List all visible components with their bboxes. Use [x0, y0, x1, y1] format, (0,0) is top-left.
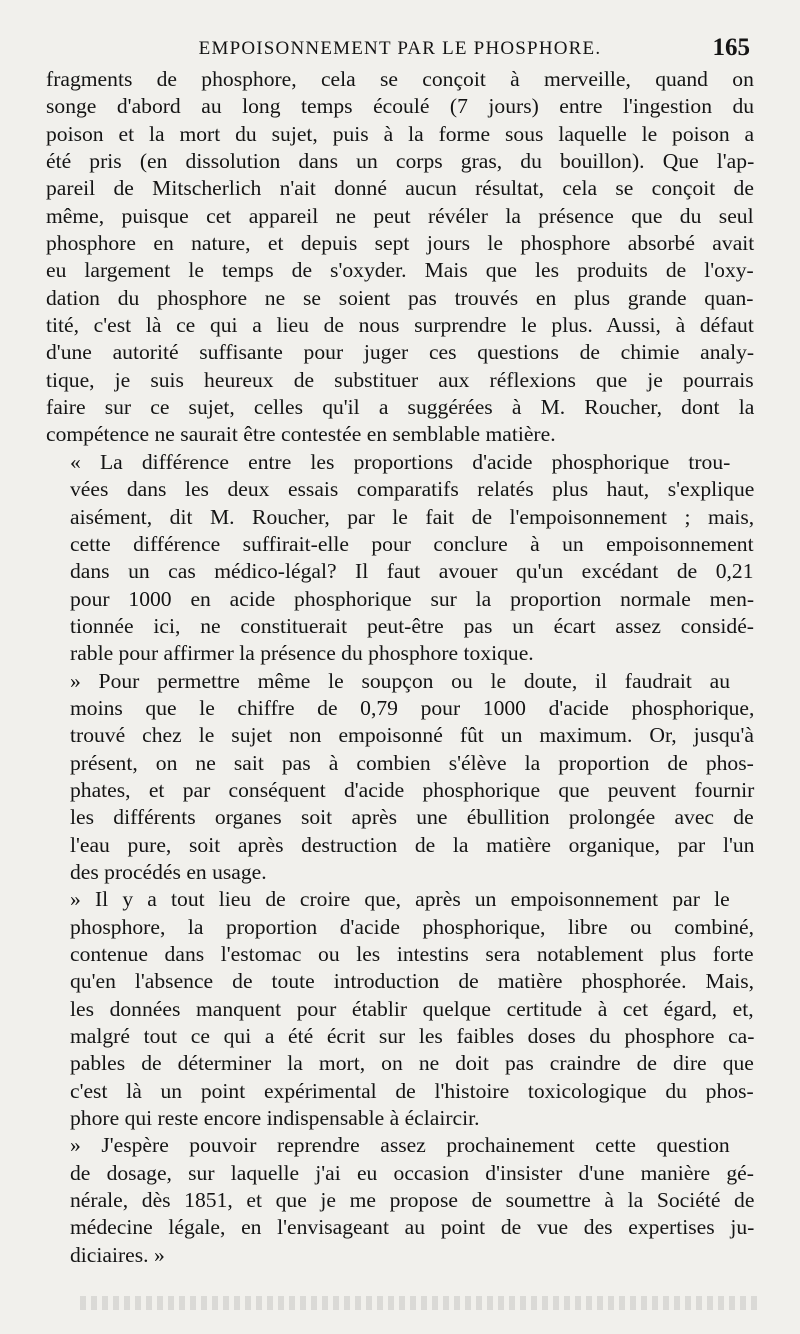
text-line: nérale, dès 1851, et que je me propose de soumettre à la Société de — [70, 1188, 755, 1213]
text-line: » Il y a tout lieu de croire que, après un empoisonnement par le — [70, 887, 730, 912]
text-line: eu largement le temps de s'oxyder. Mais que les produits de l'oxy- — [46, 258, 754, 283]
text-line: médecine légale, en l'envisageant au point de vue des expertises ju- — [70, 1215, 755, 1240]
text-line: contenue dans l'estomac ou les intestins sera notablement plus forte — [70, 942, 754, 966]
text-line: même, puisque cet appareil ne peut révéler la présence que du seul — [46, 203, 754, 228]
text-line: cette différence suffirait-elle pour conclure à un empoisonnement — [70, 531, 754, 556]
text-line: moins que le chiffre de 0,79 pour 1000 d'acide phosphorique, — [70, 695, 755, 720]
text-line: pables de déterminer la mort, on ne doit pas craindre de dire que — [70, 1051, 754, 1076]
text-line: tionnée ici, ne constituerait peut-être pas un écart assez considé- — [70, 613, 754, 638]
text-line: faire sur ce sujet, celles qu'il a suggérées à M. Roucher, dont la — [46, 395, 755, 420]
paragraph — [46, 668, 754, 887]
paragraph — [46, 1132, 754, 1269]
text-line: rable pour affirmer la présence du phosphore toxique. — [70, 641, 534, 666]
text-line: fragments de phosphore, cela se conçoit à merveille, quand on — [46, 67, 754, 91]
text-line: qu'en l'absence de toute introduction de matière phosphorée. Mais, — [70, 969, 755, 994]
text-line: phosphore, la proportion d'acide phosphorique, libre ou combiné, — [70, 914, 754, 939]
text-line: présent, on ne sait pas à combien s'élève la proportion de phos- — [70, 750, 754, 775]
text-line: poison et la mort du sujet, puis à la forme sous laquelle le poison a — [46, 121, 755, 146]
text-line: vées dans les deux essais comparatifs relatés plus haut, s'explique — [70, 477, 755, 502]
text-line: « La différence entre les proportions d'acide phosphorique trou- — [70, 449, 731, 474]
text-line: pareil de Mitscherlich n'ait donné aucun résultat, cela se conçoit de — [46, 176, 754, 201]
bleed-through-text — [80, 1296, 760, 1310]
page-number: 165 — [712, 34, 750, 61]
text-line: de dosage, sur laquelle j'ai eu occasion d'insister d'une manière gé- — [70, 1160, 754, 1185]
text-line: pour 1000 en acide phosphorique sur la proportion normale men- — [70, 586, 755, 611]
text-line: phore qui reste encore indispensable à éclaircir. — [70, 1106, 480, 1131]
text-line: l'eau pure, soit après destruction de la matière organique, par l'un — [70, 832, 755, 857]
text-line: trouvé chez le sujet non empoisonné fût un maximum. Or, jusqu'à — [70, 723, 754, 748]
text-line: » Pour permettre même le soupçon ou le doute, il faudrait au — [70, 668, 731, 693]
text-line: tité, c'est là ce qui a lieu de nous surprendre le plus. Aussi, à défaut — [46, 313, 754, 338]
text-line: été pris (en dissolution dans un corps gras, du bouillon). Que l'ap- — [46, 149, 755, 174]
text-line: aisément, dit M. Roucher, par le fait de l'empoisonnement ; mais, — [70, 504, 755, 529]
text-line: les différents organes soit après une ébullition prolongée avec de — [70, 805, 754, 830]
text-line: malgré tout ce qui a été écrit sur les faibles doses du phosphore ca- — [70, 1024, 755, 1049]
text-line: » J'espère pouvoir reprendre assez prochainement cette question — [70, 1133, 730, 1158]
text-line: phosphore en nature, et depuis sept jours le phosphore absorbé avait — [46, 231, 755, 256]
running-head — [46, 30, 754, 66]
paragraph — [46, 449, 754, 668]
text-line: diciaires. » — [70, 1242, 165, 1267]
text-line: c'est là un point expérimental de l'histoire toxicologique du phos- — [70, 1078, 754, 1103]
text-line: phates, et par conséquent d'acide phosphorique que peuvent fournir — [70, 777, 755, 802]
text-line: tique, je suis heureux de substituer aux réflexions que je pourrais — [46, 367, 754, 392]
paragraph — [46, 886, 754, 1132]
running-title: EMPOISONNEMENT PAR LE PHOSPHORE. — [198, 38, 602, 59]
paragraph — [46, 66, 754, 449]
text-line: dation du phosphore ne se soient pas trouvés en plus grande quan- — [46, 285, 754, 310]
text-line: songe d'abord au long temps écoulé (7 jours) entre l'ingestion du — [46, 94, 755, 119]
body-text — [46, 66, 754, 1269]
text-line: dans un cas médico-légal? Il faut avouer qu'un excédant de 0,21 — [70, 559, 754, 584]
text-line: les données manquent pour établir quelque certitude à cet égard, et, — [70, 996, 754, 1021]
text-line: d'une autorité suffisante pour juger ces questions de chimie analy- — [46, 340, 755, 365]
text-line: des procédés en usage. — [70, 859, 267, 884]
text-line: compétence ne saurait être contestée en semblable matière. — [46, 422, 556, 447]
